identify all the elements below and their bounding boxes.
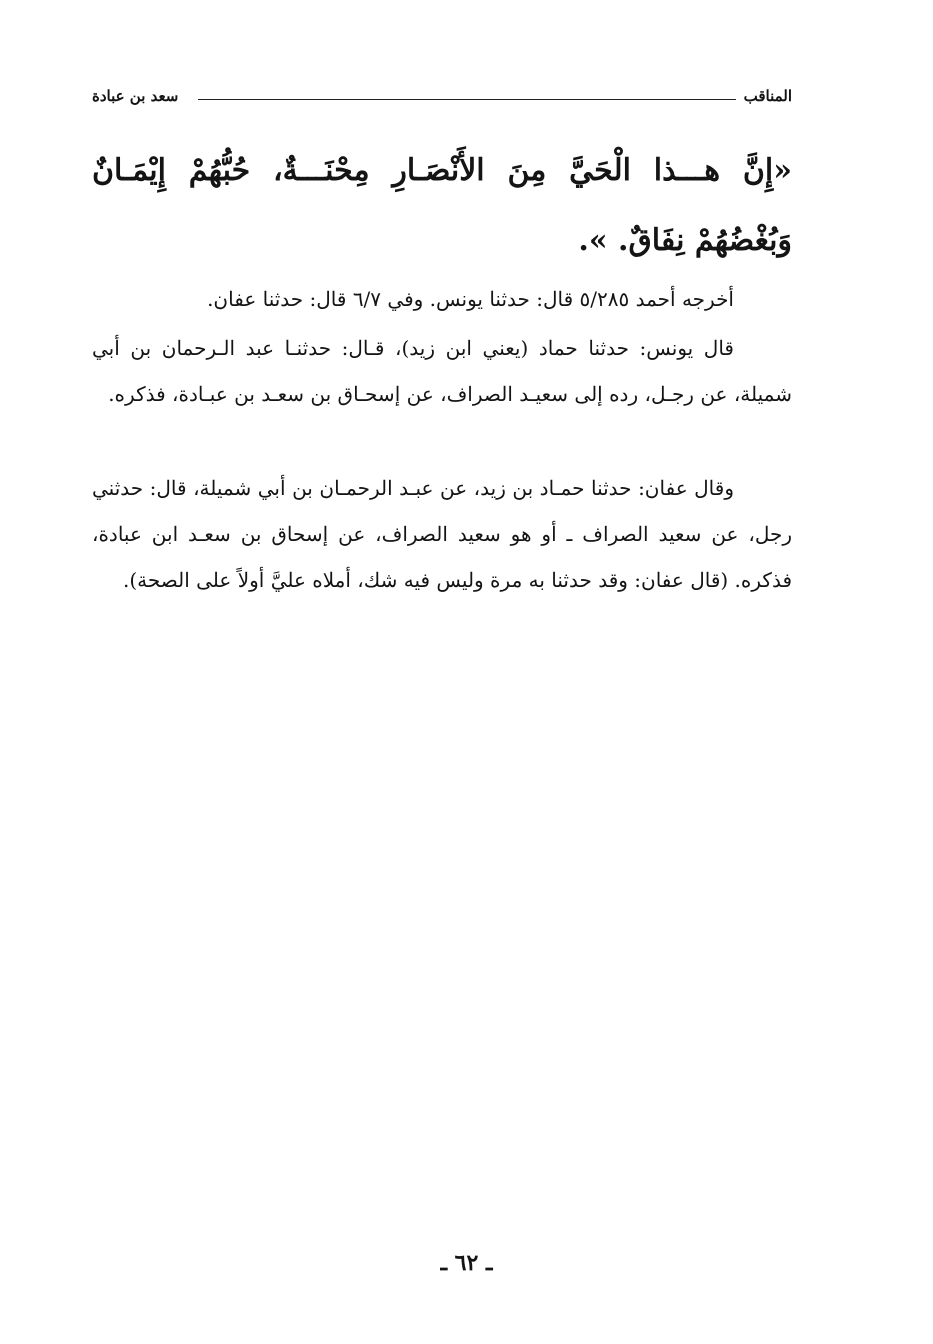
paragraph-text: قال يونس: حدثنا حماد (يعني ابن زيد)، قـال: حدثنـا عبد الـرحمان بن أبي شميلة، عن رجـل، رده إلى سعيـد الصراف، عن إسحـاق بن سعـد بن عبـادة، فذكره. (92, 336, 792, 406)
paragraph-text: أخرجه أحمد ٥/٢٨٥ قال: حدثنا يونس. وفي ٦/٧ قال: حدثنا عفان. (207, 287, 734, 311)
header-rule (198, 99, 736, 100)
chapter-title: سعد بن عبادة (92, 87, 179, 105)
paragraph-affan-chain (92, 465, 792, 603)
hadith-text: «إِنَّ هـــذا الْحَيَّ مِنَ الأَنْصَـارِ مِحْنَـــةٌ، حُبُّهُمْ إِيْمَـانٌ وَبُغْضُهُمْ نِفَاقٌ. ». (92, 153, 792, 258)
paragraph-takhrij (92, 276, 792, 322)
running-header (92, 86, 792, 110)
paragraph-yunus-chain (92, 325, 792, 417)
book-section-title: المناقب (743, 87, 792, 105)
page-number: ـ ٦٢ ـ (440, 1250, 493, 1276)
paragraph-text: وقال عفان: حدثنا حمـاد بن زيد، عن عبـد الرحمـان بن أبي شميلة، قال: حدثني رجل، عن سعيد الصراف ـ أو هو سعيد الصراف، عن إسحاق بن سعـد ابن عبادة، فذكره. (قال عفان: وقد حدثنا به مرة وليس فيه شك، أملاه عليَّ أولاً على الصحة). (92, 476, 792, 592)
